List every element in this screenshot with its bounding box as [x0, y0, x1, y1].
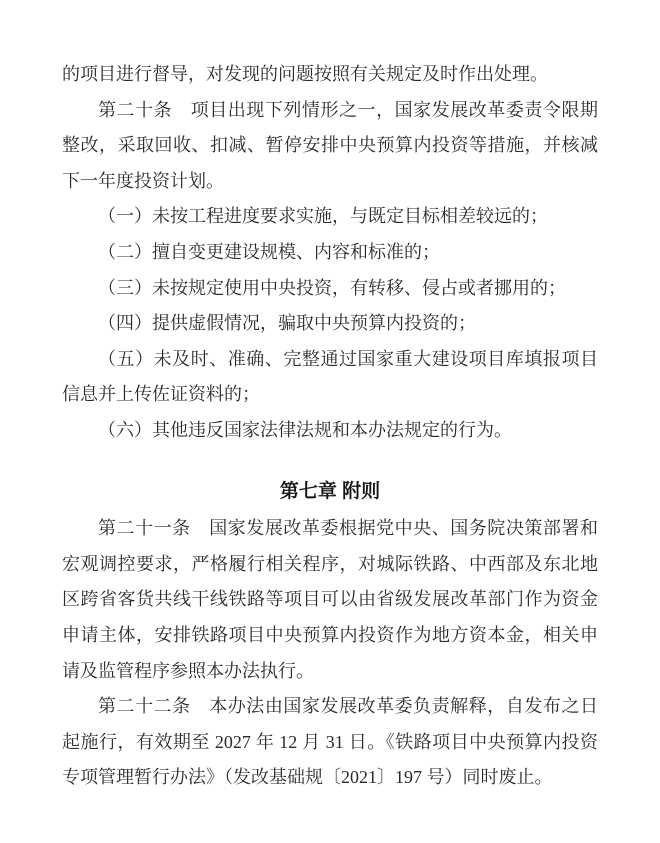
chapter-7-heading: 第七章 附则: [279, 480, 381, 502]
article-20-item-2: （二）擅自变更建设规模、内容和标准的；: [98, 241, 440, 262]
article-20-item-3: （三）未按规定使用中央投资，有转移、侵占或者挪用的；: [98, 277, 566, 298]
article-20-item-1: （一）未按工程进度要求实施，与既定目标相差较远的；: [98, 206, 548, 227]
article-20-paragraph: 第二十条 项目出现下列情形之一，国家发展改革委责令限期整改，采取回收、扣减、暂停安排中央预算内投资等措施，并核减下一年度投资计划。: [62, 99, 598, 191]
article-20-item-6: （六）其他违反国家法律法规和本办法规定的行为。: [98, 419, 512, 440]
article-20-item-4: （四）提供虚假情况，骗取中央预算内投资的；: [98, 313, 476, 334]
continuation-paragraph: 的项目进行督导，对发现的问题按照有关规定及时作出处理。: [62, 64, 548, 84]
article-22-paragraph: 第二十二条 本办法由国家发展改革委负责解释，自发布之日起施行，有效期至 2027 年 12 月 31 日。《铁路项目中央预算内投资专项管理暂行办法》（发改基础规〔2021〕197 号）同时废止。: [62, 696, 598, 788]
article-20-item-5: （五）未及时、准确、完整通过国家重大建设项目库填报项目信息并上传佐证资料的；: [62, 348, 598, 405]
article-21-paragraph: 第二十一条 国家发展改革委根据党中央、国务院决策部署和宏观调控要求，严格履行相关程序，对城际铁路、中西部及东北地区跨省客货共线干线铁路等项目可以由省级发展改革部门作为资金申请主体，安排铁路项目中央预算内投资作为地方资本金，相关申请及监管程序参照本办法执行。: [62, 518, 598, 681]
